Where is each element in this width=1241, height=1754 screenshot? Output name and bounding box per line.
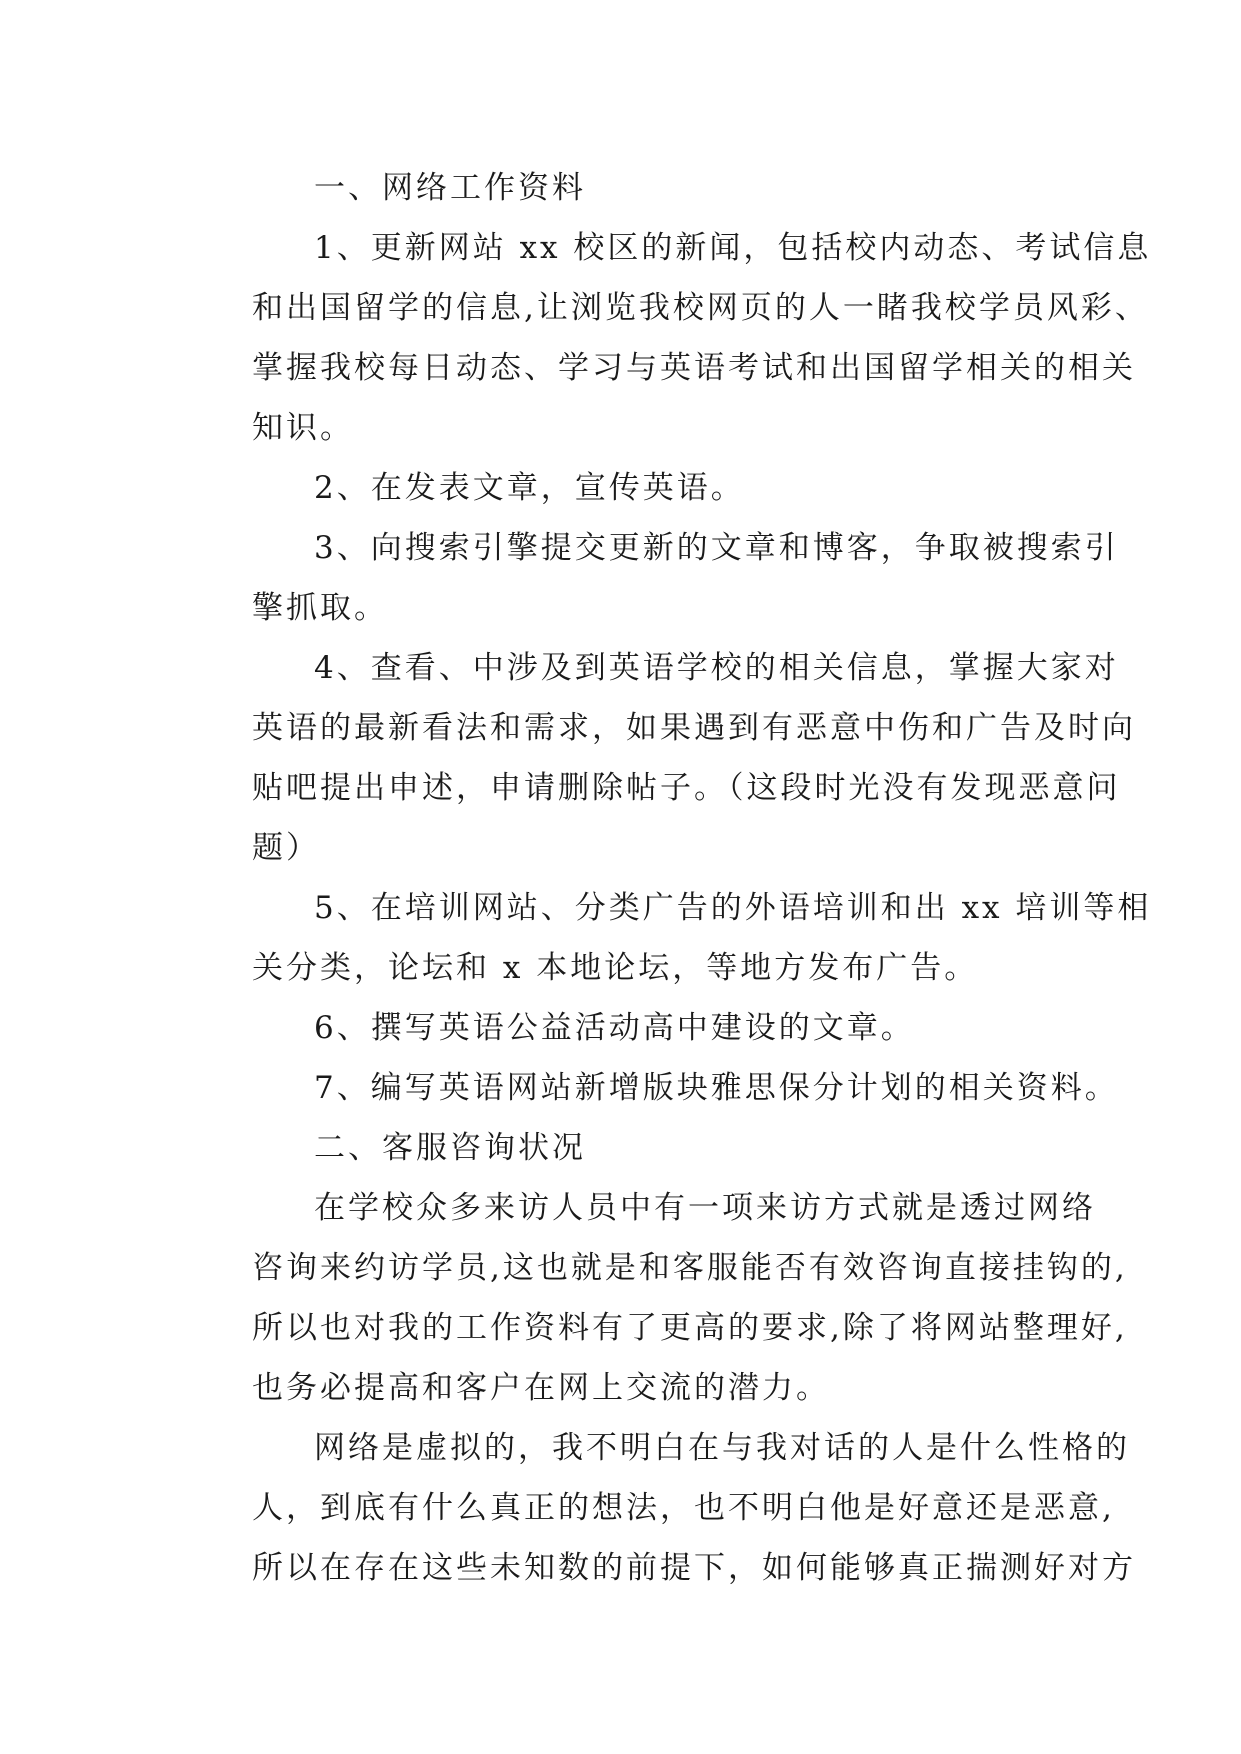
text-line: 二、客服咨询状况 xyxy=(314,1130,586,1166)
text-line: 关分类，论坛和 x 本地论坛，等地方发布广告。 xyxy=(252,950,979,986)
text-line: 网络是虚拟的，我不明白在与我对话的人是什么性格的 xyxy=(314,1430,1130,1466)
text-line: 题） xyxy=(252,830,320,866)
text-line: 掌握我校每日动态、学习与英语考试和出国留学相关的相关 xyxy=(252,350,1136,386)
text-line: 和出国留学的信息,让浏览我校网页的人一睹我校学员风彩、 xyxy=(252,290,1149,326)
text-line: 一、网络工作资料 xyxy=(314,170,586,206)
paragraph-consultation xyxy=(190,1178,1128,1418)
paragraph-item-2 xyxy=(190,458,1090,518)
text-line: 英语的最新看法和需求，如果遇到有恶意中伤和广告及时向 xyxy=(252,710,1136,746)
section-heading-network-work xyxy=(190,158,1090,218)
paragraph-item-1 xyxy=(190,218,1152,458)
text-line: 5、在培训网站、分类广告的外语培训和出 xx 培训等相 xyxy=(314,890,1152,926)
section-heading-customer-service xyxy=(190,1118,1090,1178)
text-line: 7、编写英语网站新增版块雅思保分计划的相关资料。 xyxy=(314,1070,1119,1106)
paragraph-item-5 xyxy=(190,878,1152,998)
text-line: 所以在存在这些未知数的前提下，如何能够真正揣测好对方 xyxy=(252,1550,1136,1586)
text-line: 也务必提高和客户在网上交流的潜力。 xyxy=(252,1370,830,1406)
text-line: 人，到底有什么真正的想法，也不明白他是好意还是恶意, xyxy=(252,1490,1115,1526)
text-line: 6、撰写英语公益活动高中建设的文章。 xyxy=(314,1010,915,1046)
document-body xyxy=(190,158,1152,1598)
text-line: 在学校众多来访人员中有一项来访方式就是透过网络 xyxy=(314,1190,1096,1226)
text-line: 擎抓取。 xyxy=(252,590,388,626)
text-line: 2、在发表文章，宣传英语。 xyxy=(314,470,745,506)
text-line: 所以也对我的工作资料有了更高的要求,除了将网站整理好, xyxy=(252,1310,1128,1346)
paragraph-item-3 xyxy=(190,518,1119,638)
paragraph-item-6 xyxy=(190,998,1090,1058)
text-line: 4、查看、中涉及到英语学校的相关信息，掌握大家对 xyxy=(314,650,1119,686)
text-line: 1、更新网站 xx 校区的新闻，包括校内动态、考试信息 xyxy=(314,230,1152,266)
text-line: 3、向搜索引擎提交更新的文章和博客，争取被搜索引 xyxy=(314,530,1119,566)
text-line: 咨询来约访学员,这也就是和客服能否有效咨询直接挂钩的, xyxy=(252,1250,1128,1286)
paragraph-item-7 xyxy=(190,1058,1119,1118)
paragraph-item-4 xyxy=(190,638,1136,878)
text-line: 贴吧提出申述，申请删除帖子。（这段时光没有发现恶意问 xyxy=(252,770,1121,806)
text-line: 知识。 xyxy=(252,410,354,446)
paragraph-virtual-network xyxy=(190,1418,1136,1598)
